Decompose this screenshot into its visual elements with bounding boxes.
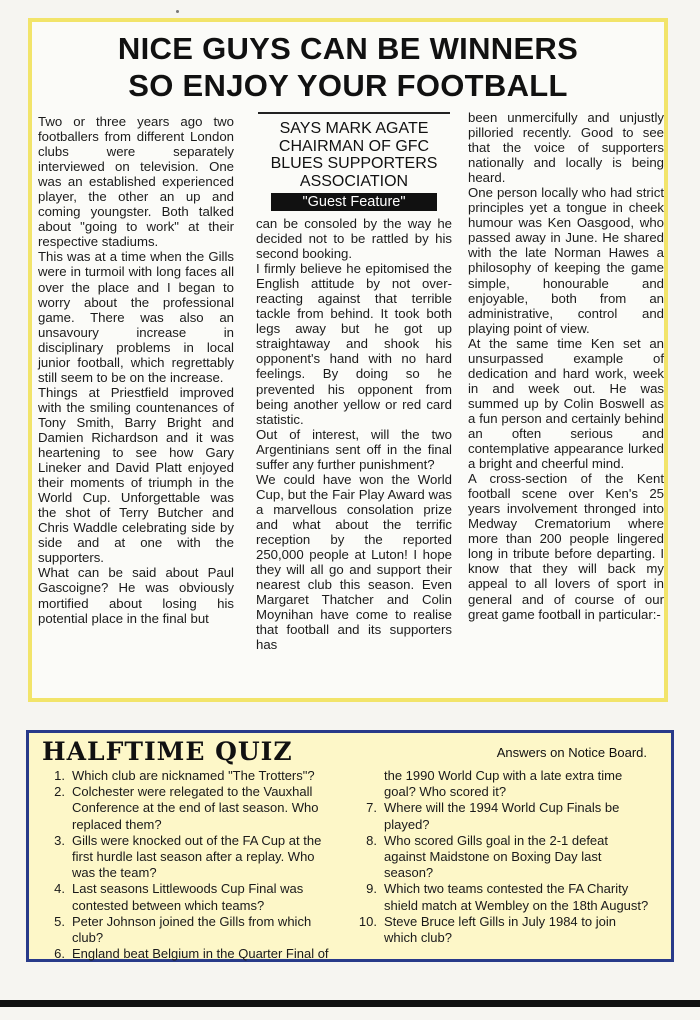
paragraph: This was at a time when the Gills were in turmoil with long faces all over the place and I began to worry about the professional game. There was also an unsavoury increase in disciplinary problems in local junior football, which regrettably still seem to be on the increase. bbox=[38, 249, 234, 385]
guest-feature-badge: "Guest Feature" bbox=[271, 193, 437, 211]
article-box bbox=[28, 18, 668, 702]
byline-line: ASSOCIATION bbox=[299, 172, 409, 190]
quiz-question: 3. Gills were knocked out of the FA Cup at the first hurdle last season after a replay. Who was the team? bbox=[54, 832, 322, 881]
article-column-1 bbox=[38, 114, 234, 626]
quiz-question: 6. England beat Belgium in the Quarter Final of bbox=[54, 946, 329, 962]
paragraph: Things at Priestfield improved with the smiling countenances of Tony Smith, Barry Bright and Damien Richardson and it was heartening to see how Gary Lineker and David Platt enjoyed their moments of triumph in the World Cup. Unforgettable was the shot of Terry Butcher and Chris Waddle celebrating side by side and at one with the supporters. bbox=[38, 384, 234, 566]
byline-line: BLUES SUPPORTERS bbox=[270, 155, 438, 172]
quiz-question-continued: the 1990 World Cup with a late extra time goal? Who scored it? bbox=[384, 768, 623, 800]
quiz-column-right bbox=[351, 768, 651, 946]
quiz-question: 5. Peter Johnson joined the Gills from which club? bbox=[54, 913, 312, 946]
headline-line-1: NICE GUYS CAN BE WINNERS bbox=[117, 31, 579, 66]
paragraph: One person locally who had strict principles yet a tongue in cheek humour was Ken Oasgood, who passed away in June. He shared with the late Norman Hawes a philosophy of keeping the game simple, honourable and enjoyable, both from an administrative, control and playing point of view. bbox=[468, 185, 664, 336]
paragraph: been unmercifully and unjustly pilloried recently. Good to see that the voice of supporters nationally and locally is being heard. bbox=[468, 110, 664, 186]
quiz-question: 1. Which club are nicknamed "The Trotters"? bbox=[54, 768, 315, 783]
quiz-title: HALFTIME QUIZ bbox=[42, 737, 293, 766]
paragraph: What can be said about Paul Gascoigne? He was obviously mortified about losing his potential place in the final but bbox=[38, 565, 234, 626]
quiz-question: 4. Last seasons Littlewoods Cup Final was contested between which teams? bbox=[54, 881, 304, 913]
paragraph: I firmly believe he epitomised the English attitude by not over-reacting against that terrible tackle from behind. It took both legs away but he got up straightaway and shook his opponent's hand with no hard feelings. By doing so he prevented his opponent from being another yellow or red card statistic. bbox=[256, 261, 452, 427]
paragraph: We could have won the World Cup, but the Fair Play Award was a marvellous consolation prize and what about the terrific reception by the reported 250,000 people at Luton! I hope they will all go and support their nearest club this season. Even Margaret Thatcher and Colin Moynihan have come to realise that football and its supporters has bbox=[256, 471, 452, 653]
paragraph: Two or three years ago two footballers from different London clubs were separately interviewed on television. One was an established experienced player, the other an up and coming youngster. Both talked about "going to work" at their respective stadiums. bbox=[38, 114, 234, 250]
article-column-3 bbox=[468, 110, 664, 622]
quiz-question: 7. Where will the 1994 World Cup Finals be played? bbox=[366, 800, 620, 832]
paragraph: At the same time Ken set an unsurpassed example of dedication and hard work, week in and week out. He was summed up by Colin Boswell as a fun person and certainly behind an often serious and contemplative appearance lurked a bright and cheerful mind. bbox=[468, 335, 664, 472]
quiz-column-left bbox=[39, 768, 339, 962]
paragraph: can be consoled by the way he decided not to be rattled by his second booking. bbox=[256, 216, 452, 262]
byline-line: SAYS MARK AGATE bbox=[279, 120, 429, 137]
quiz-answers-note: Answers on Notice Board. bbox=[496, 745, 647, 760]
article-column-2 bbox=[256, 112, 452, 652]
paragraph: A cross-section of the Kent football scene over Ken's 25 years involvement thronged into Medway Crematorium where more than 200 people lingered long in tribute before departing. I know that they will back my appeal to all lovers of sport in general and of course of our great game football in particular:- bbox=[468, 471, 664, 622]
headline-line-2: SO ENJOY YOUR FOOTBALL bbox=[128, 68, 568, 103]
quiz-question: 2. Colchester were relegated to the Vauxhall Conference at the end of last season. Who replaced them? bbox=[54, 784, 319, 832]
halftime-quiz-box bbox=[26, 730, 674, 962]
page-bottom-rule bbox=[0, 1000, 700, 1007]
headline bbox=[32, 30, 664, 104]
byline-line: CHAIRMAN OF GFC bbox=[278, 137, 430, 155]
scan-speck bbox=[176, 10, 179, 13]
byline-rule bbox=[258, 112, 450, 114]
quiz-question: 9. Which two teams contested the FA Charity shield match at Wembley on the 18th August? bbox=[366, 881, 649, 913]
quiz-question: 10. Steve Bruce left Gills in July 1984 to join which club? bbox=[358, 913, 616, 946]
paragraph: Out of interest, will the two Argentinians sent off in the final suffer any further punishment? bbox=[256, 426, 452, 472]
quiz-question: 8. Who scored Gills goal in the 2-1 defeat against Maidstone on Boxing Day last season? bbox=[366, 832, 609, 881]
byline bbox=[256, 120, 452, 190]
